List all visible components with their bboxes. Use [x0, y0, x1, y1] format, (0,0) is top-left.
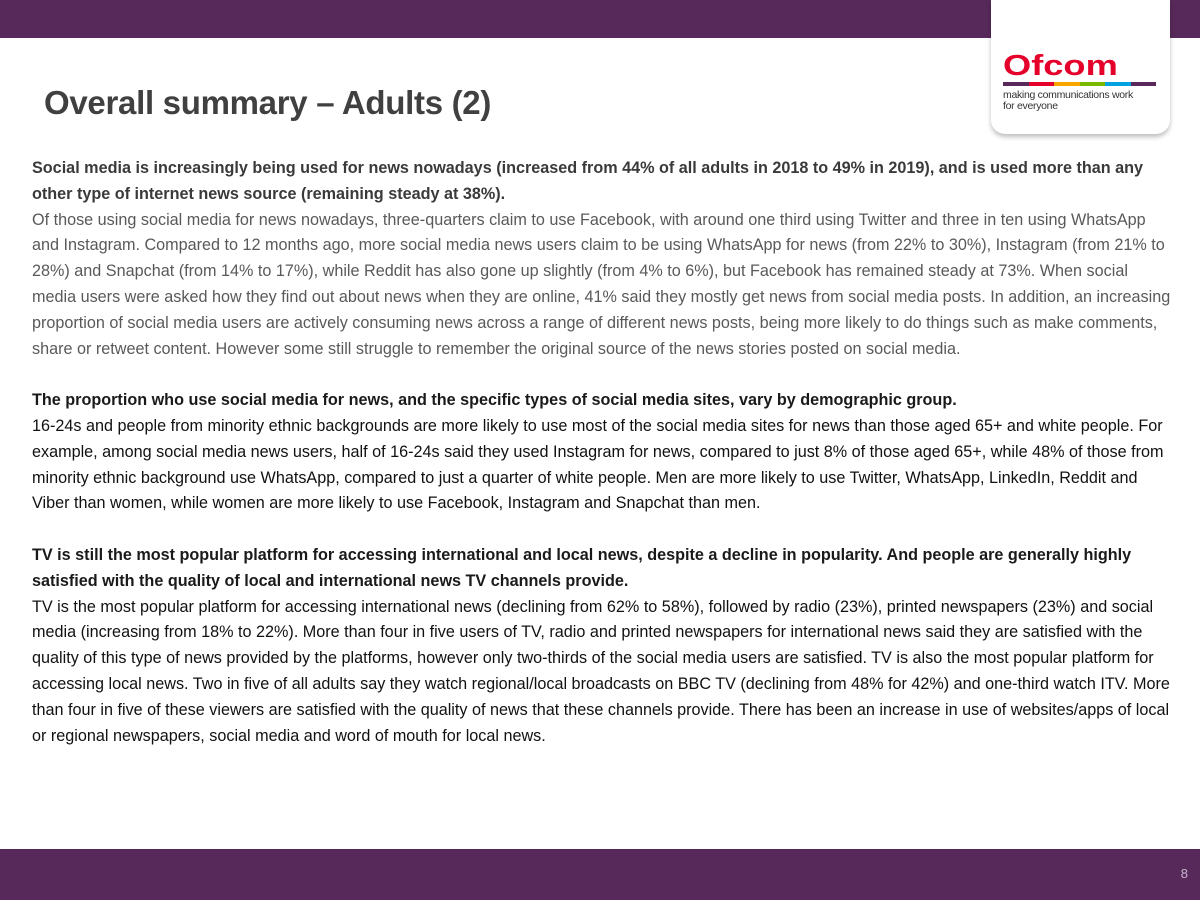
stripe-segment — [1080, 82, 1106, 86]
section-heading: Social media is increasingly being used for news nowadays (increased from 44% of all adults in 2018 to 49% in 2019), and is used more than any other type of internet news source (remaining steady at 38%). — [32, 159, 1144, 203]
page-number: 8 — [1180, 866, 1188, 881]
page-title: Overall summary – Adults (2) — [44, 84, 492, 121]
logo-color-stripe — [1003, 82, 1156, 86]
logo-tagline-line2: for everyone — [1003, 100, 1058, 112]
section-body: Of those using social media for news nowadays, three-quarters claim to use Facebook, with around one third using Twitter and three in ten using WhatsApp and Instagram. Compared to 12 months ago, more social media news users claim to be using WhatsApp for news (from 22% to 30%), Instagram (from 21% to 28%) and Snapchat (from 14% to 17%), while Reddit has also gone up slightly (from 4% to 6%), but Facebook has remained steady at 73%. When social media users were asked how they find out about news when they are online, 41% said they mostly get news from social media posts. In addition, an increasing proportion of social media users are actively consuming news across a range of different news posts, being more likely to do things such as make comments, share or retweet content. However some still struggle to remember the original source of the news stories posted on social media. — [32, 210, 1171, 358]
section-tv-news — [32, 543, 1172, 749]
stripe-segment — [1003, 82, 1029, 86]
section-social-media-news — [32, 156, 1172, 362]
section-heading: The proportion who use social media for news, and the specific types of social media sites, vary by demographic group. — [32, 391, 957, 410]
stripe-segment — [1131, 82, 1157, 86]
section-body: TV is the most popular platform for accessing international news (declining from 62% to 58%), followed by radio (23%), printed newspapers (23%) and social media (increasing from 18% to 22%). More than four in five users of TV, radio and printed newspapers for international news said they are satisfied with the quality of this type of news provided by the platforms, however only two-thirds of the social media users are satisfied. TV is also the most popular platform for accessing local news. Two in five of all adults say they watch regional/local broadcasts on BBC TV (declining from 48% for 42%) and one-third watch ITV. More than four in five of these viewers are satisfied with the quality of news that these channels provide. There has been an increase in use of websites/apps of local or regional newspapers, social media and word of mouth for local news. — [32, 597, 1170, 745]
section-body: 16-24s and people from minority ethnic backgrounds are more likely to use most of the social media sites for news than those aged 65+ and white people. For example, among social media news users, half of 16-24s said they used Instagram for news, compared to just 8% of those aged 65+, while 48% of those from minority ethnic background use WhatsApp, compared to just a quarter of white people. Men are more likely to use Twitter, WhatsApp, LinkedIn, Reddit and Viber than women, while women are more likely to use Facebook, Instagram and Snapchat than men. — [32, 416, 1164, 513]
section-demographics — [32, 388, 1172, 517]
section-heading: TV is still the most popular platform for accessing international and local news, despite a decline in popularity. And people are generally highly satisfied with the quality of local and international news TV channels provide. — [32, 545, 1132, 590]
ofcom-wordmark: Ofcom — [1003, 50, 1118, 82]
summary-content — [32, 156, 1172, 775]
ofcom-logo — [991, 0, 1170, 134]
stripe-segment — [1054, 82, 1080, 86]
stripe-segment — [1105, 82, 1131, 86]
stripe-segment — [1029, 82, 1055, 86]
logo-tagline — [1003, 90, 1163, 112]
bottom-banner — [0, 849, 1200, 900]
logo-tagline-line1: making communications work — [1003, 89, 1133, 101]
